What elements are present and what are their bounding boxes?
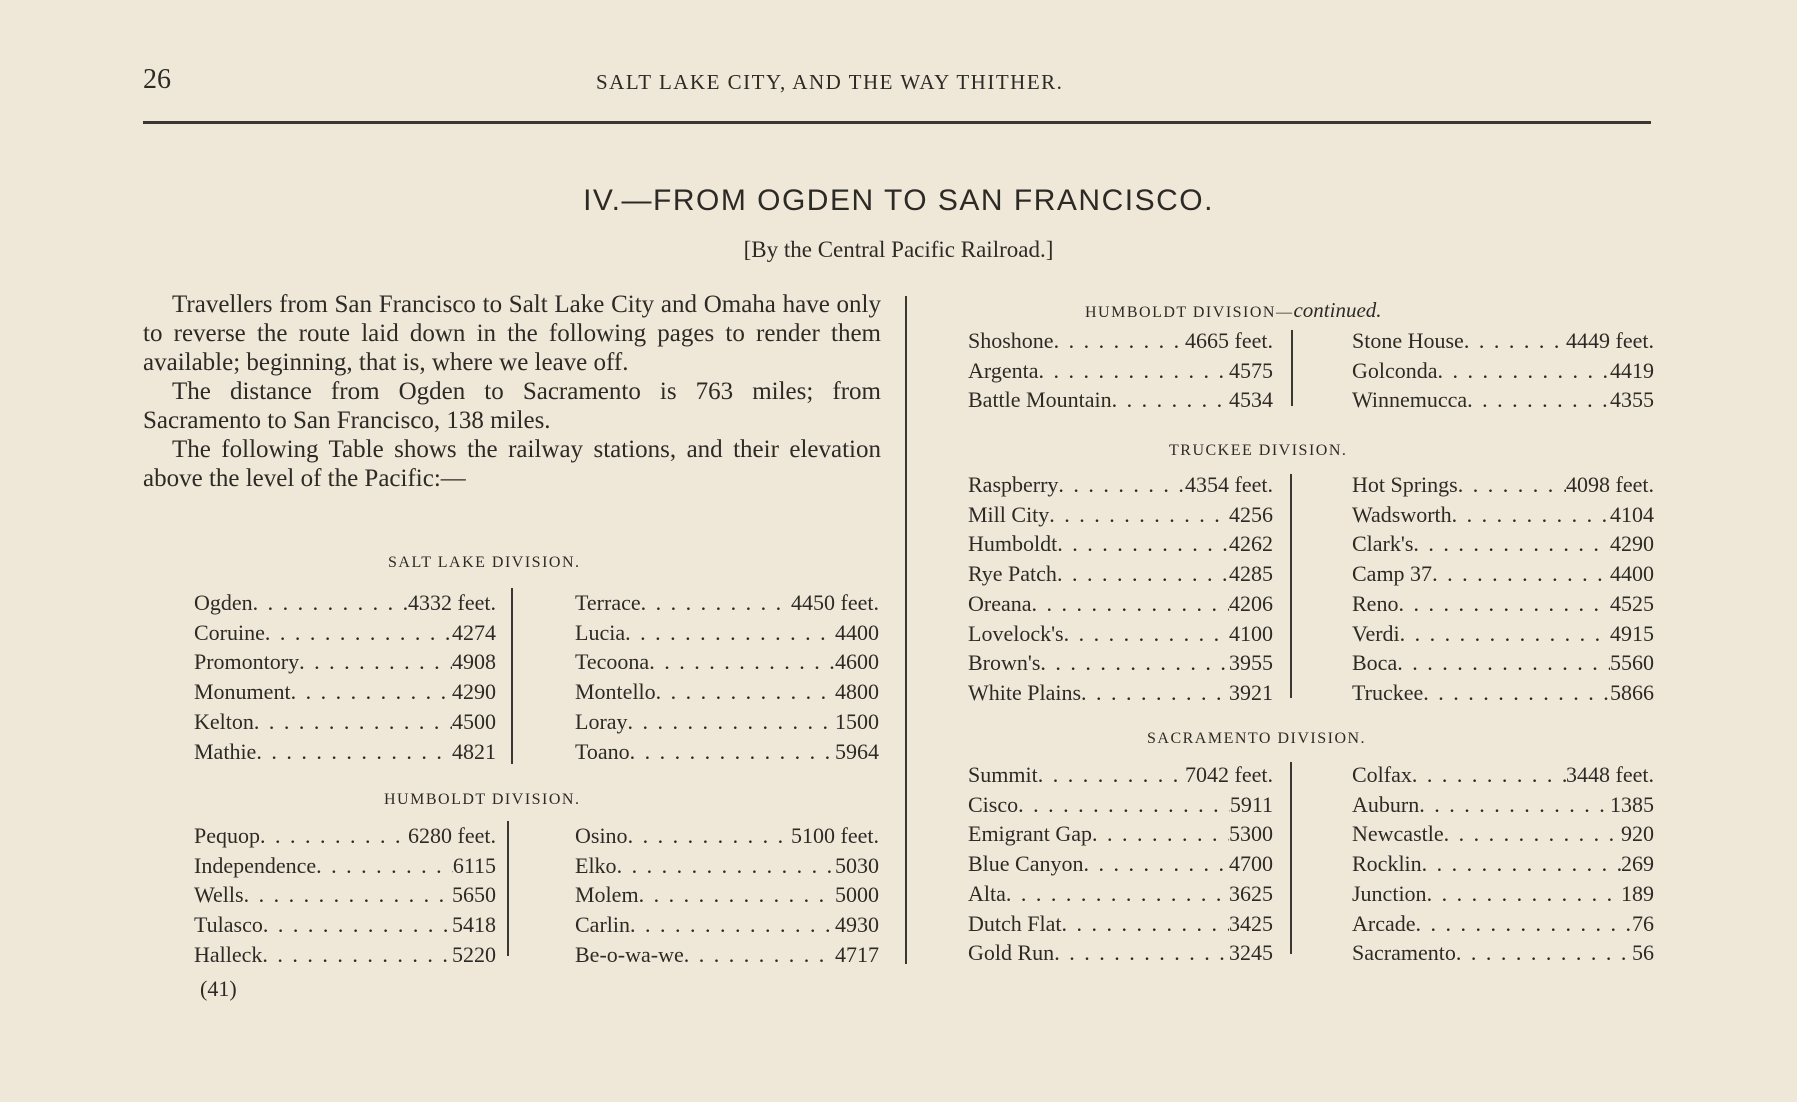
dot-leader xyxy=(628,821,791,851)
chapter-title: IV.—FROM OGDEN TO SAN FRANCISCO. xyxy=(583,184,1214,217)
station-name: Dutch Flat xyxy=(968,910,1062,936)
station-elevation: 4930 xyxy=(835,912,879,938)
dot-leader xyxy=(1054,326,1185,356)
station-elevation: 920 xyxy=(1621,821,1654,847)
station-name: Rye Patch xyxy=(968,561,1057,587)
station-list-humboldt-cont-right xyxy=(1352,326,1654,415)
station-row xyxy=(1352,849,1654,879)
station-row xyxy=(194,647,496,677)
station-elevation: 4449 feet. xyxy=(1566,328,1654,353)
station-name: Gold Run xyxy=(968,940,1055,966)
station-row xyxy=(968,648,1273,678)
station-row xyxy=(1352,879,1654,909)
dot-leader xyxy=(256,737,452,767)
station-row xyxy=(575,880,879,910)
station-list-sacramento-left xyxy=(968,760,1273,968)
station-row xyxy=(968,909,1273,939)
station-row xyxy=(968,589,1273,619)
station-elevation: 4534 xyxy=(1229,387,1273,413)
station-name: Tulasco xyxy=(194,912,263,938)
station-elevation: 4575 xyxy=(1229,357,1273,383)
footnote-mark: (41) xyxy=(200,976,237,1001)
station-elevation: 4419 xyxy=(1610,357,1654,383)
dot-leader xyxy=(1057,559,1229,589)
dot-leader xyxy=(1458,470,1566,500)
station-row xyxy=(968,356,1273,386)
station-elevation: 4285 xyxy=(1229,561,1273,587)
dot-leader xyxy=(1456,938,1632,968)
station-row xyxy=(194,677,496,707)
dot-leader xyxy=(1038,760,1185,790)
dot-leader xyxy=(299,647,452,677)
station-row xyxy=(968,326,1273,356)
dot-leader xyxy=(1112,385,1229,415)
station-name: Monument xyxy=(194,679,291,705)
station-elevation: 76 xyxy=(1632,910,1654,936)
station-elevation: 4100 xyxy=(1229,620,1273,646)
station-name: Colfax xyxy=(1352,762,1412,787)
station-name: Clark's xyxy=(1352,531,1414,557)
dot-leader xyxy=(1413,529,1610,559)
station-name: Camp 37 xyxy=(1352,561,1433,587)
station-name: Winnemucca xyxy=(1352,387,1468,413)
dot-leader xyxy=(254,707,452,737)
station-list-humboldt-left xyxy=(194,821,496,970)
station-elevation: 3425 xyxy=(1229,910,1273,936)
running-head: SALT LAKE CITY, AND THE WAY THITHER. xyxy=(596,70,1064,94)
station-elevation: 1385 xyxy=(1610,791,1654,817)
dot-leader xyxy=(1081,678,1229,708)
station-elevation: 4400 xyxy=(835,619,879,645)
dot-leader xyxy=(1412,760,1566,790)
station-row xyxy=(1352,356,1654,386)
station-row xyxy=(194,851,496,881)
dot-leader xyxy=(1040,648,1229,678)
station-row xyxy=(1352,385,1654,415)
dot-leader xyxy=(1006,879,1229,909)
station-elevation: 4915 xyxy=(1610,620,1654,646)
station-elevation: 7042 feet. xyxy=(1185,762,1273,787)
station-row xyxy=(575,940,879,970)
station-name: Ogden xyxy=(194,590,253,615)
dot-leader xyxy=(628,707,835,737)
station-row xyxy=(1352,648,1654,678)
dot-leader xyxy=(1049,500,1229,530)
station-row xyxy=(968,559,1273,589)
dot-leader xyxy=(630,737,835,767)
dot-leader xyxy=(1018,790,1230,820)
dot-leader xyxy=(641,588,791,618)
station-row xyxy=(575,618,879,648)
station-elevation: 4800 xyxy=(835,679,879,705)
station-elevation: 5866 xyxy=(1610,679,1654,705)
division-title-sacramento: SACRAMENTO DIVISION. xyxy=(1147,730,1367,747)
station-row xyxy=(968,819,1273,849)
station-elevation: 4354 feet. xyxy=(1185,472,1273,497)
station-row xyxy=(194,910,496,940)
station-row xyxy=(968,529,1273,559)
dot-leader xyxy=(253,588,408,618)
station-name: Verdi xyxy=(1352,620,1400,646)
dot-leader xyxy=(1084,849,1230,879)
station-row xyxy=(194,821,496,851)
station-elevation: 3245 xyxy=(1229,940,1273,966)
station-row xyxy=(1352,909,1654,939)
station-row xyxy=(968,760,1273,790)
dot-leader xyxy=(1416,909,1632,939)
station-elevation: 4450 feet. xyxy=(791,590,879,615)
dot-leader xyxy=(1092,819,1229,849)
station-name: Loray xyxy=(575,708,628,734)
station-name: Pequop xyxy=(194,823,260,848)
station-row xyxy=(968,470,1273,500)
dot-leader xyxy=(260,821,408,851)
station-row xyxy=(1352,559,1654,589)
station-elevation: 4717 xyxy=(835,941,879,967)
station-row xyxy=(968,385,1273,415)
dot-leader xyxy=(1058,470,1185,500)
station-name: Auburn xyxy=(1352,791,1420,817)
station-name: Tecoona xyxy=(575,649,650,675)
station-name: Lucia xyxy=(575,619,626,645)
station-elevation: 4908 xyxy=(452,649,496,675)
station-name: Promontory xyxy=(194,649,300,675)
station-row xyxy=(1352,529,1654,559)
station-name: Terrace xyxy=(575,590,641,615)
dot-leader xyxy=(1397,648,1610,678)
table-divider xyxy=(1290,474,1292,698)
station-name: Sacramento xyxy=(1352,940,1456,966)
station-name: Humboldt xyxy=(968,531,1058,557)
dot-leader xyxy=(1444,819,1621,849)
station-elevation: 4104 xyxy=(1610,501,1654,527)
station-name: Stone House xyxy=(1352,328,1464,353)
station-name: Kelton xyxy=(194,708,254,734)
station-name: Raspberry xyxy=(968,472,1059,497)
station-elevation: 5220 xyxy=(452,941,496,967)
station-row xyxy=(194,707,496,737)
station-list-sacramento-right xyxy=(1352,760,1654,968)
station-elevation: 4290 xyxy=(1610,531,1654,557)
table-divider xyxy=(1290,762,1292,954)
dot-leader xyxy=(1467,385,1610,415)
station-row xyxy=(968,500,1273,530)
dot-leader xyxy=(617,851,835,881)
table-divider xyxy=(511,588,513,764)
station-list-humboldt-right xyxy=(575,821,879,970)
station-name: Wells xyxy=(194,882,244,908)
station-row xyxy=(1352,589,1654,619)
station-list-truckee-right xyxy=(1352,470,1654,708)
station-row xyxy=(1352,678,1654,708)
station-name: Osino xyxy=(575,823,628,848)
station-elevation: 4332 feet. xyxy=(408,590,496,615)
station-row xyxy=(194,737,496,767)
page-number: 26 xyxy=(143,64,171,95)
station-name: Coruine xyxy=(194,619,265,645)
station-row xyxy=(194,940,496,970)
station-elevation: 5650 xyxy=(452,882,496,908)
station-row xyxy=(575,851,879,881)
station-name: Oreana xyxy=(968,590,1032,616)
station-row xyxy=(1352,326,1654,356)
dot-leader xyxy=(625,618,835,648)
station-name: Toano xyxy=(575,738,630,764)
station-list-humboldt-cont-left xyxy=(968,326,1273,415)
station-name: Halleck xyxy=(194,941,263,967)
station-elevation: 3625 xyxy=(1229,880,1273,906)
station-row xyxy=(1352,938,1654,968)
station-elevation: 5100 feet. xyxy=(791,823,879,848)
station-row xyxy=(1352,760,1654,790)
station-name: Golconda xyxy=(1352,357,1438,383)
chapter-subtitle: [By the Central Pacific Railroad.] xyxy=(743,237,1054,262)
station-row xyxy=(1352,470,1654,500)
station-name: Independence xyxy=(194,852,317,878)
station-elevation: 3448 feet. xyxy=(1566,762,1654,787)
station-name: White Plains xyxy=(968,679,1082,705)
station-elevation: 5030 xyxy=(835,852,879,878)
table-divider xyxy=(1291,330,1293,406)
header-rule xyxy=(143,121,1651,124)
station-elevation: 4355 xyxy=(1610,387,1654,413)
station-name: Junction xyxy=(1352,880,1427,906)
station-row xyxy=(194,618,496,648)
station-elevation: 4400 xyxy=(1610,561,1654,587)
station-row xyxy=(968,619,1273,649)
station-elevation: 5964 xyxy=(835,738,879,764)
dot-leader xyxy=(639,880,835,910)
station-list-salt-lake-right xyxy=(575,588,879,766)
dot-leader xyxy=(1422,849,1621,879)
station-name: Montello xyxy=(575,679,656,705)
station-name: Lovelock's xyxy=(968,620,1064,646)
division-title-text: HUMBOLDT DIVISION— xyxy=(1085,304,1294,321)
station-row xyxy=(575,647,879,677)
station-row xyxy=(194,588,496,618)
station-name: Arcade xyxy=(1352,910,1416,936)
division-title-salt-lake: SALT LAKE DIVISION. xyxy=(388,554,581,571)
dot-leader xyxy=(1064,619,1229,649)
station-elevation: 5000 xyxy=(835,882,879,908)
dot-leader xyxy=(1419,790,1610,820)
station-name: Mill City xyxy=(968,501,1050,527)
station-elevation: 3955 xyxy=(1229,650,1273,676)
station-elevation: 56 xyxy=(1632,940,1654,966)
dot-leader xyxy=(1464,326,1566,356)
station-name: Cisco xyxy=(968,791,1019,817)
dot-leader xyxy=(1452,500,1610,530)
station-row xyxy=(575,677,879,707)
station-row xyxy=(194,880,496,910)
station-name: Brown's xyxy=(968,650,1041,676)
station-row xyxy=(968,678,1273,708)
station-name: Boca xyxy=(1352,650,1398,676)
intro-paragraph: The following Table shows the railway stations, and their elevation above the level of the Pacific:— xyxy=(143,436,881,492)
station-elevation: 4700 xyxy=(1229,851,1273,877)
station-elevation: 4290 xyxy=(452,679,496,705)
column-divider xyxy=(905,296,907,964)
station-list-truckee-left xyxy=(968,470,1273,708)
dot-leader xyxy=(1438,356,1610,386)
station-elevation: 5560 xyxy=(1610,650,1654,676)
station-row xyxy=(575,737,879,767)
station-elevation: 4274 xyxy=(452,619,496,645)
station-name: Molem xyxy=(575,882,639,908)
station-row xyxy=(968,849,1273,879)
station-elevation: 4525 xyxy=(1610,590,1654,616)
dot-leader xyxy=(1057,529,1229,559)
intro-text xyxy=(143,290,881,493)
division-title-continued: continued. xyxy=(1293,298,1382,322)
station-row xyxy=(575,707,879,737)
dot-leader xyxy=(684,940,835,970)
station-elevation: 4665 feet. xyxy=(1185,328,1273,353)
station-elevation: 4262 xyxy=(1229,531,1273,557)
station-name: Argenta xyxy=(968,357,1039,383)
station-elevation: 3921 xyxy=(1229,679,1273,705)
station-name: Carlin xyxy=(575,912,630,938)
station-name: Emigrant Gap xyxy=(968,821,1093,847)
dot-leader xyxy=(1427,879,1621,909)
station-elevation: 4206 xyxy=(1229,590,1273,616)
station-name: Wadsworth xyxy=(1352,501,1452,527)
station-name: Elko xyxy=(575,852,617,878)
station-name: Summit xyxy=(968,762,1038,787)
dot-leader xyxy=(1062,909,1230,939)
station-elevation: 4600 xyxy=(835,649,879,675)
dot-leader xyxy=(316,851,453,881)
station-name: Rocklin xyxy=(1352,851,1422,877)
station-elevation: 189 xyxy=(1621,880,1654,906)
dot-leader xyxy=(1032,589,1229,619)
station-elevation: 4821 xyxy=(452,738,496,764)
station-row xyxy=(1352,790,1654,820)
division-title-truckee: TRUCKEE DIVISION. xyxy=(1169,442,1348,459)
station-elevation: 4500 xyxy=(452,708,496,734)
dot-leader xyxy=(1398,589,1610,619)
station-elevation: 5418 xyxy=(452,912,496,938)
dot-leader xyxy=(1038,356,1229,386)
station-elevation: 5300 xyxy=(1229,821,1273,847)
dot-leader xyxy=(1054,938,1229,968)
station-name: Reno xyxy=(1352,590,1399,616)
station-name: Mathie xyxy=(194,738,257,764)
intro-paragraph: Travellers from San Francisco to Salt Lake City and Omaha have only to reverse the route laid down in the following pages to render them available; beginning, that is, where we leave off. xyxy=(143,291,881,376)
dot-leader xyxy=(649,647,835,677)
station-elevation: 6115 xyxy=(452,852,496,878)
dot-leader xyxy=(265,618,452,648)
dot-leader xyxy=(262,940,452,970)
station-name: Blue Canyon xyxy=(968,851,1084,877)
station-name: Hot Springs xyxy=(1352,472,1458,497)
station-elevation: 5911 xyxy=(1229,791,1273,817)
dot-leader xyxy=(1400,619,1610,649)
dot-leader xyxy=(1432,559,1610,589)
station-elevation: 4256 xyxy=(1229,501,1273,527)
station-row xyxy=(968,879,1273,909)
station-row xyxy=(575,910,879,940)
station-name: Battle Mountain xyxy=(968,387,1112,413)
station-row xyxy=(1352,619,1654,649)
dot-leader xyxy=(244,880,452,910)
dot-leader xyxy=(630,910,835,940)
table-divider xyxy=(507,821,509,956)
station-name: Shoshone xyxy=(968,328,1054,353)
station-name: Truckee xyxy=(1352,679,1424,705)
station-name: Newcastle xyxy=(1352,821,1444,847)
division-title-humboldt: HUMBOLDT DIVISION. xyxy=(384,791,581,808)
division-title-humboldt-continued xyxy=(1085,298,1382,323)
station-elevation: 4098 feet. xyxy=(1566,472,1654,497)
station-name: Alta xyxy=(968,880,1006,906)
station-row xyxy=(575,588,879,618)
dot-leader xyxy=(1423,678,1610,708)
station-row xyxy=(968,790,1273,820)
station-row xyxy=(968,938,1273,968)
station-row xyxy=(1352,819,1654,849)
station-list-salt-lake-left xyxy=(194,588,496,766)
station-elevation: 1500 xyxy=(835,708,879,734)
station-row xyxy=(575,821,879,851)
dot-leader xyxy=(263,910,452,940)
station-name: Be-o-wa-we xyxy=(575,941,684,967)
station-row xyxy=(1352,500,1654,530)
dot-leader xyxy=(656,677,835,707)
station-elevation: 269 xyxy=(1621,851,1654,877)
dot-leader xyxy=(291,677,452,707)
intro-paragraph: The distance from Ogden to Sacramento is 763 miles; from Sacramento to San Francisco, 138 miles. xyxy=(143,378,881,434)
station-elevation: 6280 feet. xyxy=(408,823,496,848)
